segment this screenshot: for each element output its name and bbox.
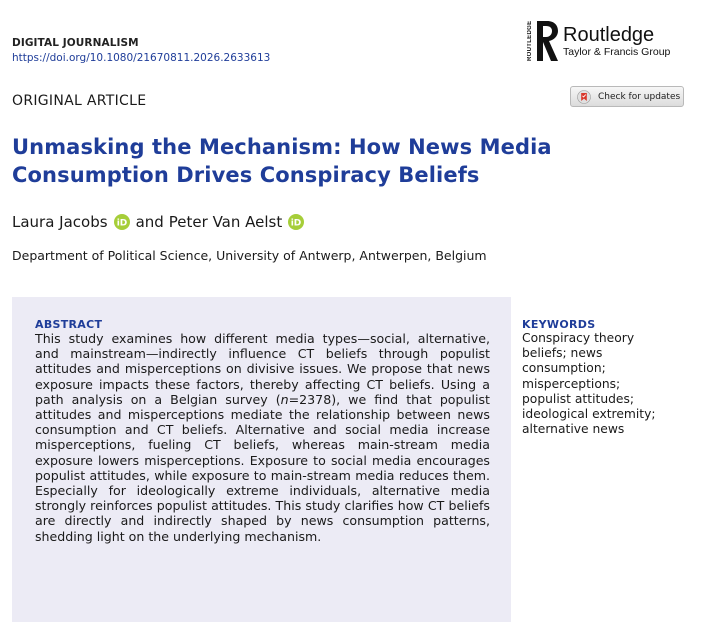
sample-size-value: =2378 — [288, 391, 332, 407]
svg-text:iD: iD — [290, 218, 302, 229]
authors — [12, 213, 310, 231]
author-joiner: and — [135, 213, 164, 231]
publisher-logo — [527, 18, 670, 64]
article-type: ORIGINAL ARTICLE — [12, 93, 147, 109]
publisher-group: Taylor & Francis Group — [563, 45, 671, 58]
keywords-heading: KEYWORDS — [522, 318, 596, 331]
routledge-r-icon — [536, 20, 560, 62]
abstract-text-part: ), we find that populist attitudes and misperceptions mediate the relationship between news consumption and CT beliefs. Alternative and social media increase misperceptions, fueling CT beliefs, whereas main-stream media exposure lowers misperceptions. Exposure to social media encourages populist attitudes, while exposure to main-stream media reduces them. Especially for ideologically extreme individuals, alternative media strongly reinforces populist attitudes. This study clarifies how CT beliefs are directly and indirectly shaped by news consumption patterns, shedding light on the underlying mechanism. — [35, 391, 490, 544]
orcid-icon[interactable] — [114, 214, 130, 230]
abstract-heading: ABSTRACT — [35, 318, 103, 331]
journal-name: DIGITAL JOURNALISM — [12, 37, 139, 49]
orcid-icon[interactable] — [288, 214, 304, 230]
routledge-logo-mark — [527, 18, 560, 64]
sample-size-symbol: n — [280, 391, 289, 407]
article-title: Unmasking the Mechanism: How News Media Consumption Drives Conspiracy Beliefs — [12, 135, 552, 187]
affiliation: Department of Political Science, University of Antwerp, Antwerpen, Belgium — [12, 248, 487, 263]
crossmark-icon — [577, 90, 591, 104]
publisher-vertical-text: ROUTLEDGE — [527, 20, 533, 62]
author-name[interactable]: Peter Van Aelst — [168, 213, 283, 231]
doi-link[interactable]: https://doi.org/10.1080/21670811.2026.2633613 — [12, 52, 271, 64]
svg-text:iD: iD — [116, 218, 127, 229]
check-for-updates-button[interactable] — [570, 86, 684, 107]
check-for-updates-label: Check for updates — [598, 91, 681, 102]
abstract-text-part: This study examines how different media types—social, alternative, and mainstream—indirectly influence CT beliefs through populist attitudes and misperceptions on divisive issues. We propose that news exposure impacts these factors, thereby affecting CT beliefs. Using a path analysis on a Belgian survey ( — [35, 331, 490, 407]
keywords-text: Conspiracy theory beliefs; news consumption; misperceptions; populist attitudes; ideological extremity; alternative news — [522, 331, 656, 437]
author-name[interactable]: Laura Jacobs — [12, 213, 108, 231]
abstract-text — [35, 331, 490, 544]
publisher-name: Routledge — [563, 23, 655, 46]
